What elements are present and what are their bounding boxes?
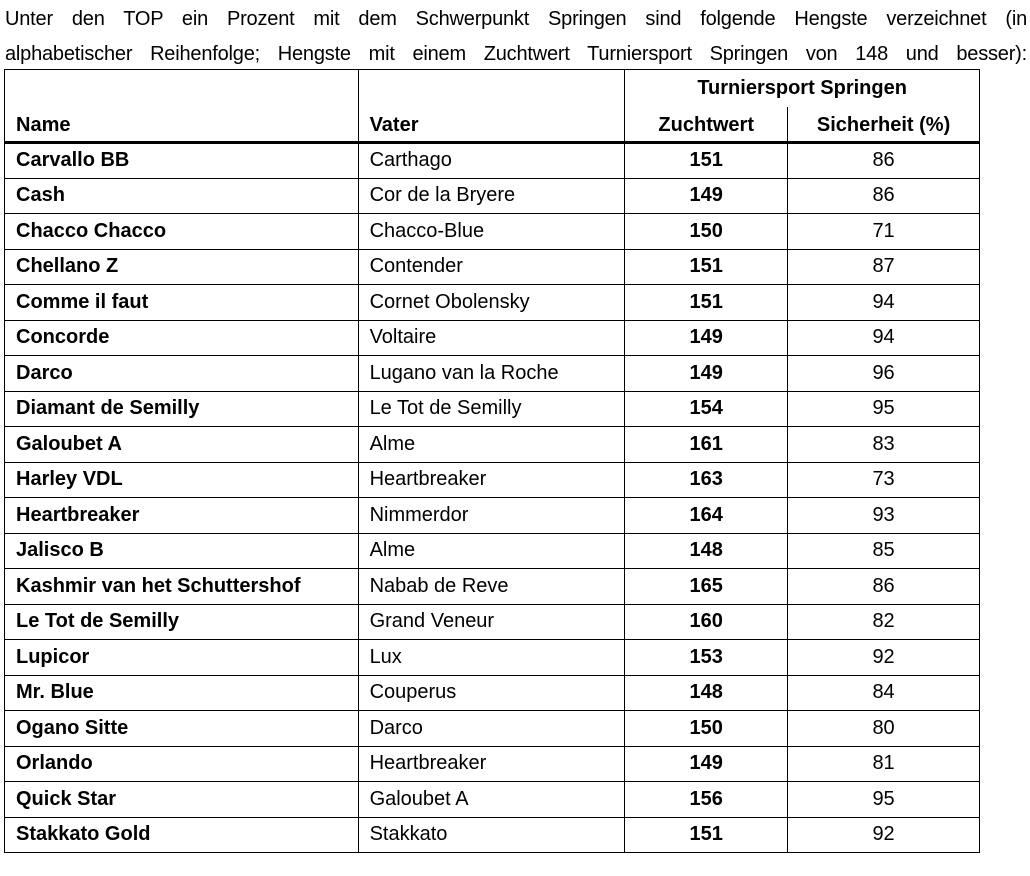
table-row <box>5 782 980 818</box>
cell-name: Harley VDL <box>5 462 359 498</box>
cell-name: Heartbreaker <box>5 498 359 534</box>
cell-name: Mr. Blue <box>5 675 359 711</box>
cell-zuchtwert: 163 <box>625 462 788 498</box>
cell-vater: Galoubet A <box>358 782 625 818</box>
table-body <box>5 143 980 853</box>
cell-vater: Lugano van la Roche <box>358 356 625 392</box>
cell-zuchtwert: 151 <box>625 285 788 321</box>
cell-vater: Heartbreaker <box>358 746 625 782</box>
cell-name: Comme il faut <box>5 285 359 321</box>
cell-name: Stakkato Gold <box>5 817 359 853</box>
table-row <box>5 569 980 605</box>
table-row <box>5 533 980 569</box>
header-blank-name <box>5 70 359 107</box>
intro-line-1: Unter den TOP ein Prozent mit dem Schwerpunkt Springen sind folgende Hengste verzeichnet (in <box>5 8 1027 30</box>
table-row <box>5 214 980 250</box>
cell-name: Kashmir van het Schuttershof <box>5 569 359 605</box>
cell-zuchtwert: 148 <box>625 675 788 711</box>
cell-sicherheit: 95 <box>788 782 980 818</box>
cell-sicherheit: 84 <box>788 675 980 711</box>
cell-zuchtwert: 149 <box>625 746 788 782</box>
cell-vater: Carthago <box>358 143 625 179</box>
cell-sicherheit: 86 <box>788 178 980 214</box>
cell-sicherheit: 94 <box>788 320 980 356</box>
table-row <box>5 391 980 427</box>
cell-sicherheit: 86 <box>788 569 980 605</box>
cell-vater: Cornet Obolensky <box>358 285 625 321</box>
table-row <box>5 746 980 782</box>
cell-sicherheit: 95 <box>788 391 980 427</box>
cell-name: Ogano Sitte <box>5 711 359 747</box>
cell-zuchtwert: 164 <box>625 498 788 534</box>
cell-zuchtwert: 161 <box>625 427 788 463</box>
cell-zuchtwert: 154 <box>625 391 788 427</box>
table-header <box>5 70 980 143</box>
table-row <box>5 640 980 676</box>
cell-vater: Heartbreaker <box>358 462 625 498</box>
cell-name: Darco <box>5 356 359 392</box>
cell-sicherheit: 85 <box>788 533 980 569</box>
header-row-group <box>5 70 980 107</box>
cell-vater: Couperus <box>358 675 625 711</box>
cell-name: Carvallo BB <box>5 143 359 179</box>
table-row <box>5 675 980 711</box>
cell-vater: Alme <box>358 427 625 463</box>
table-row <box>5 178 980 214</box>
cell-vater: Chacco-Blue <box>358 214 625 250</box>
stallion-table <box>4 69 980 853</box>
cell-vater: Lux <box>358 640 625 676</box>
cell-name: Concorde <box>5 320 359 356</box>
cell-vater: Alme <box>358 533 625 569</box>
cell-vater: Voltaire <box>358 320 625 356</box>
cell-name: Lupicor <box>5 640 359 676</box>
cell-zuchtwert: 156 <box>625 782 788 818</box>
cell-sicherheit: 81 <box>788 746 980 782</box>
cell-name: Galoubet A <box>5 427 359 463</box>
table-row <box>5 711 980 747</box>
cell-vater: Nabab de Reve <box>358 569 625 605</box>
cell-zuchtwert: 150 <box>625 214 788 250</box>
cell-sicherheit: 80 <box>788 711 980 747</box>
cell-vater: Le Tot de Semilly <box>358 391 625 427</box>
header-row-columns <box>5 107 980 143</box>
cell-zuchtwert: 150 <box>625 711 788 747</box>
table-row <box>5 498 980 534</box>
cell-zuchtwert: 160 <box>625 604 788 640</box>
cell-sicherheit: 86 <box>788 143 980 179</box>
cell-name: Quick Star <box>5 782 359 818</box>
cell-vater: Nimmerdor <box>358 498 625 534</box>
cell-vater: Darco <box>358 711 625 747</box>
cell-sicherheit: 96 <box>788 356 980 392</box>
cell-zuchtwert: 165 <box>625 569 788 605</box>
header-sicherheit: Sicherheit (%) <box>788 107 980 143</box>
cell-sicherheit: 93 <box>788 498 980 534</box>
cell-name: Jalisco B <box>5 533 359 569</box>
cell-name: Chacco Chacco <box>5 214 359 250</box>
cell-zuchtwert: 148 <box>625 533 788 569</box>
cell-sicherheit: 92 <box>788 640 980 676</box>
cell-sicherheit: 83 <box>788 427 980 463</box>
cell-zuchtwert: 151 <box>625 817 788 853</box>
cell-sicherheit: 92 <box>788 817 980 853</box>
cell-vater: Contender <box>358 249 625 285</box>
header-zuchtwert: Zuchtwert <box>625 107 788 143</box>
header-vater: Vater <box>358 107 625 143</box>
cell-zuchtwert: 151 <box>625 143 788 179</box>
table-row <box>5 285 980 321</box>
header-blank-vater <box>358 70 625 107</box>
cell-name: Cash <box>5 178 359 214</box>
header-group-turniersport: Turniersport Springen <box>625 70 980 107</box>
table-row <box>5 427 980 463</box>
cell-name: Chellano Z <box>5 249 359 285</box>
header-name: Name <box>5 107 359 143</box>
cell-sicherheit: 82 <box>788 604 980 640</box>
cell-zuchtwert: 149 <box>625 320 788 356</box>
cell-name: Orlando <box>5 746 359 782</box>
cell-zuchtwert: 149 <box>625 178 788 214</box>
cell-sicherheit: 73 <box>788 462 980 498</box>
cell-sicherheit: 94 <box>788 285 980 321</box>
cell-zuchtwert: 149 <box>625 356 788 392</box>
cell-sicherheit: 87 <box>788 249 980 285</box>
table-row <box>5 356 980 392</box>
cell-zuchtwert: 153 <box>625 640 788 676</box>
table-row <box>5 143 980 179</box>
cell-vater: Stakkato <box>358 817 625 853</box>
table-row <box>5 604 980 640</box>
cell-name: Le Tot de Semilly <box>5 604 359 640</box>
table-row <box>5 249 980 285</box>
table-row <box>5 817 980 853</box>
intro-line-2: alphabetischer Reihenfolge; Hengste mit einem Zuchtwert Turniersport Springen von 148 und besser): <box>5 43 1027 65</box>
cell-vater: Grand Veneur <box>358 604 625 640</box>
cell-zuchtwert: 151 <box>625 249 788 285</box>
cell-name: Diamant de Semilly <box>5 391 359 427</box>
cell-vater: Cor de la Bryere <box>358 178 625 214</box>
cell-sicherheit: 71 <box>788 214 980 250</box>
table-row <box>5 462 980 498</box>
intro-paragraph <box>5 2 1027 72</box>
table-row <box>5 320 980 356</box>
